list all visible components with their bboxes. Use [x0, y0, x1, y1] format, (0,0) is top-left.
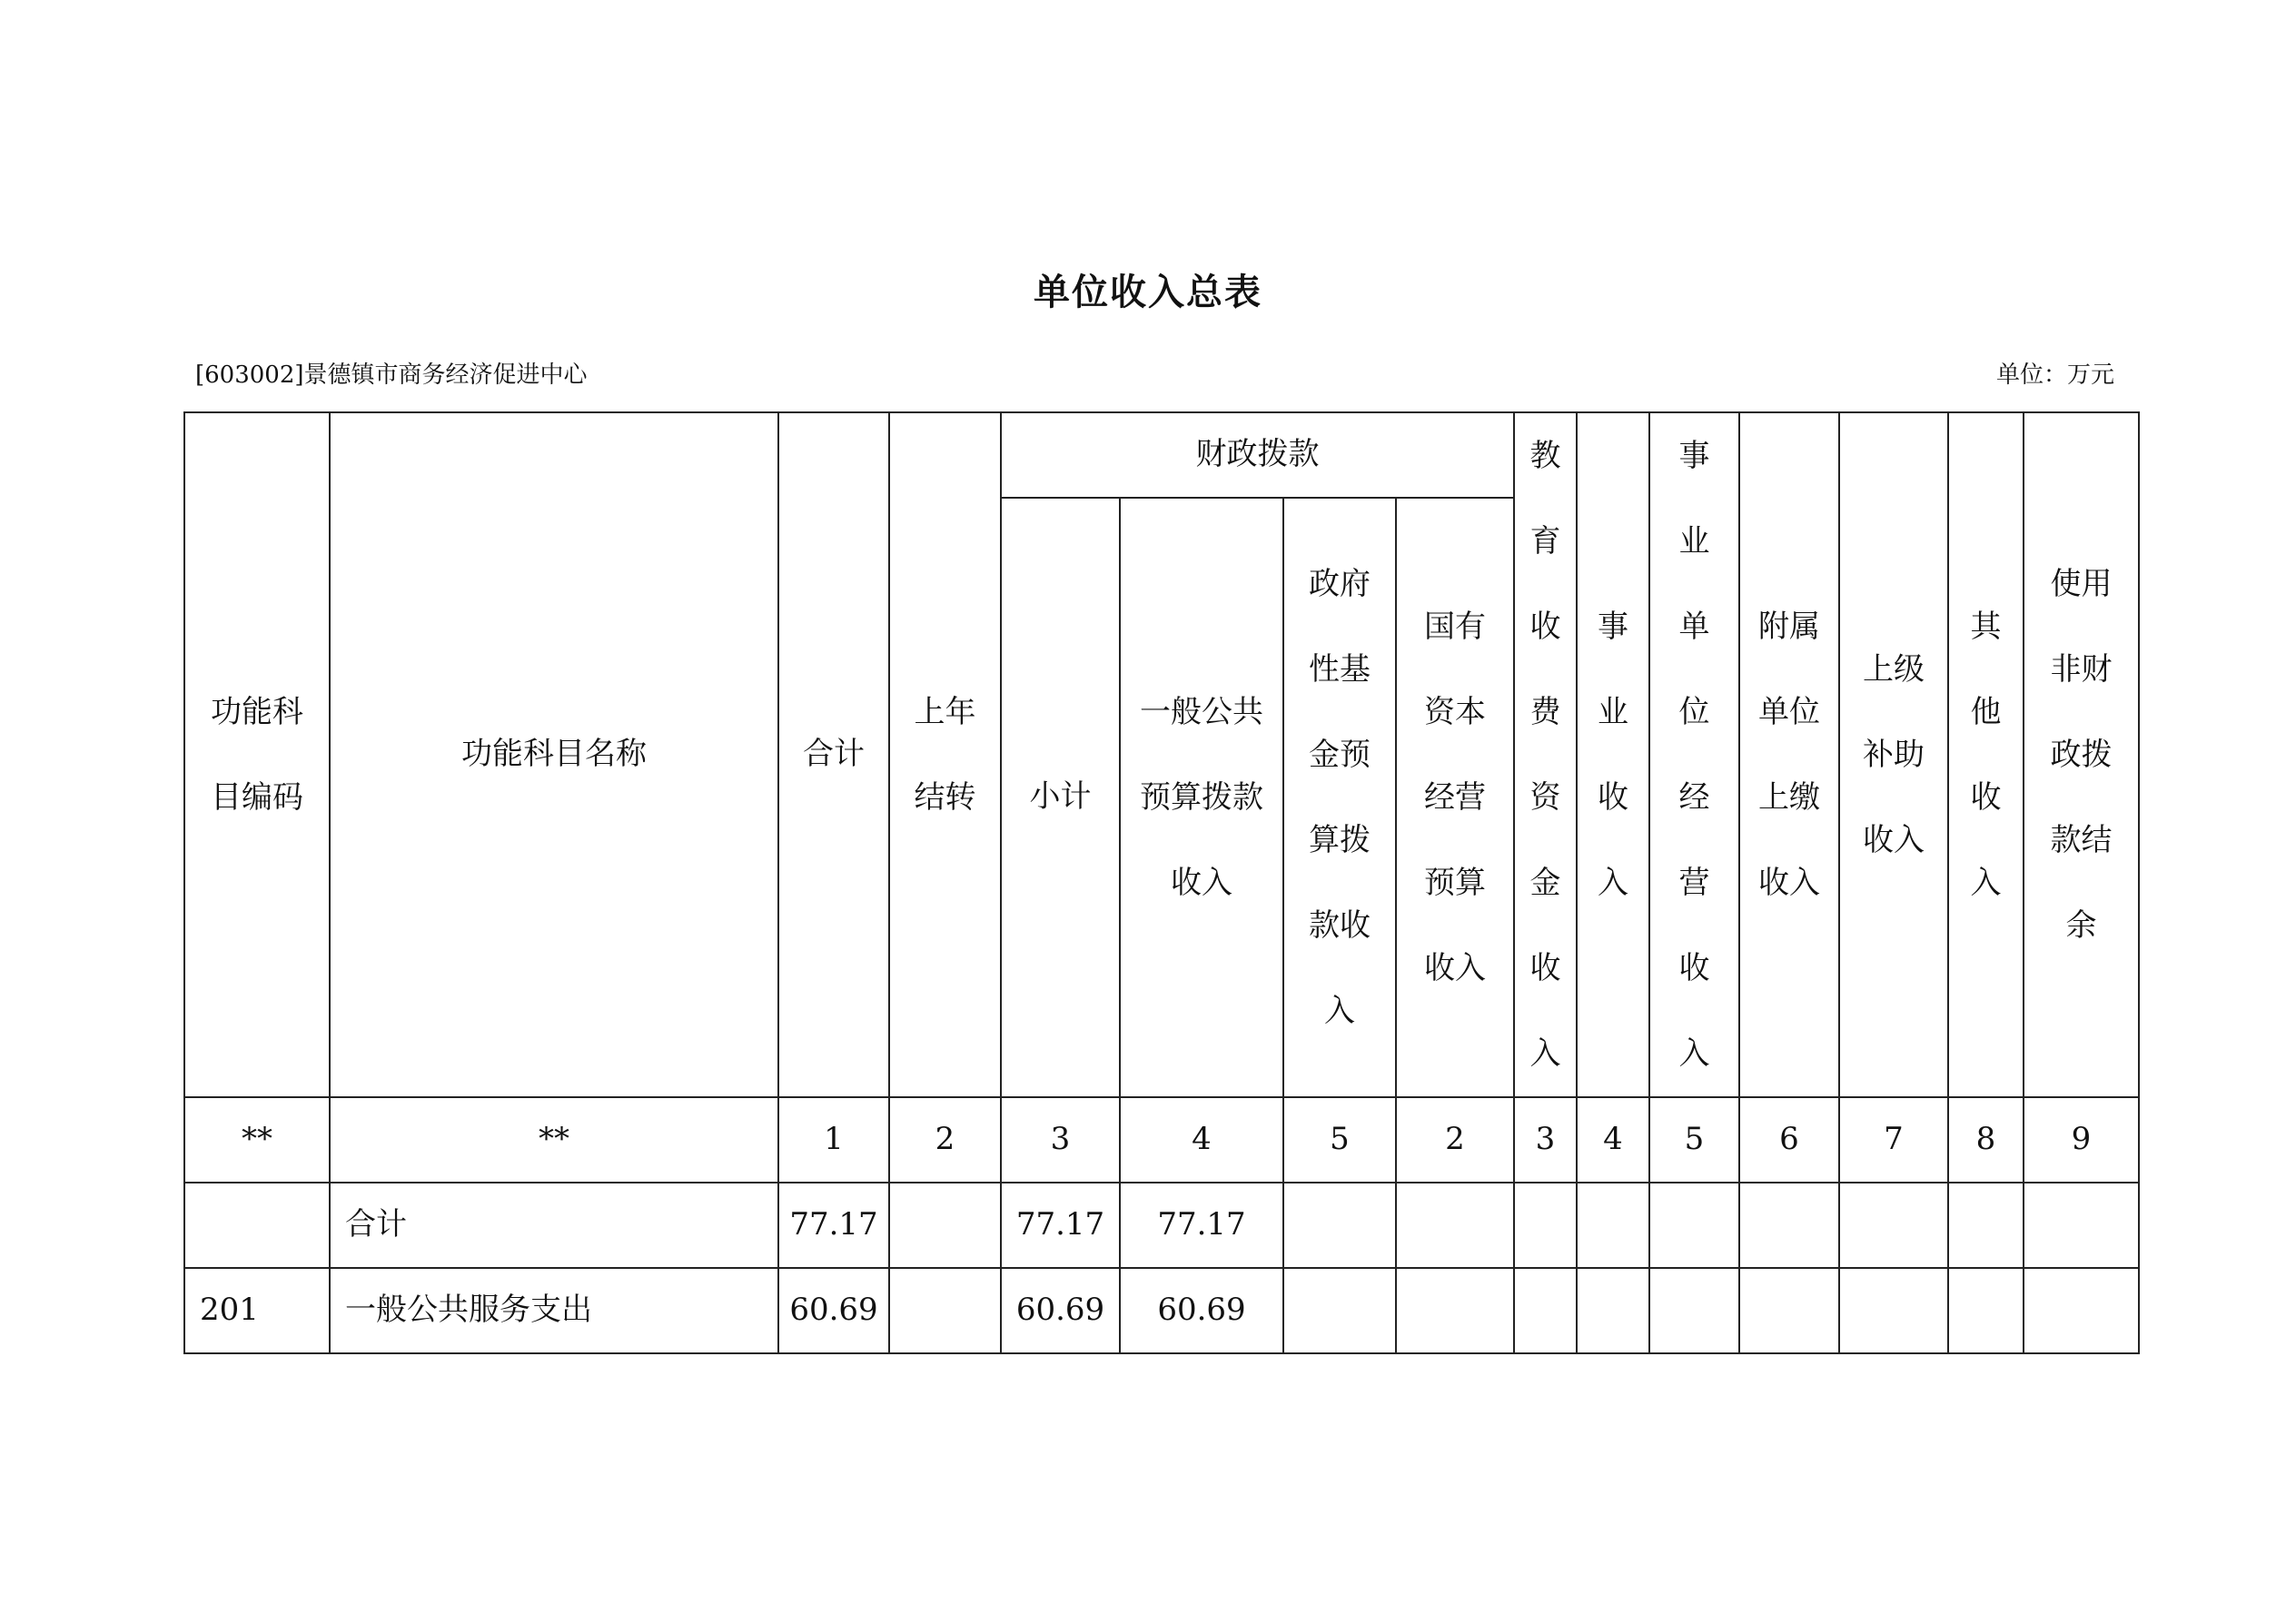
cell-carryover	[889, 1268, 1001, 1353]
cell-general-budget: 60.69	[1120, 1268, 1283, 1353]
cell-total: 60.69	[778, 1268, 889, 1353]
cell-carryover	[889, 1183, 1001, 1268]
cell-superior	[1839, 1183, 1948, 1268]
index-cell: 7	[1839, 1097, 1948, 1183]
header-business-unit: 事 业 单 位 经 营 收 入	[1649, 412, 1739, 1097]
header-carryover: 上年 结转	[889, 412, 1001, 1097]
header-business: 事 业 收 入	[1577, 412, 1649, 1097]
index-cell: 4	[1120, 1097, 1283, 1183]
index-cell: 4	[1577, 1097, 1649, 1183]
cell-education	[1514, 1183, 1577, 1268]
index-cell: 6	[1739, 1097, 1839, 1183]
index-cell: **	[330, 1097, 778, 1183]
cell-education	[1514, 1268, 1577, 1353]
cell-code	[184, 1183, 330, 1268]
cell-subtotal: 60.69	[1001, 1268, 1120, 1353]
header-superior: 上级 补助 收入	[1839, 412, 1948, 1097]
cell-other	[1948, 1268, 2024, 1353]
table-row	[184, 1183, 2139, 1268]
cell-state-capital	[1396, 1183, 1514, 1268]
cell-total: 77.17	[778, 1183, 889, 1268]
index-row	[184, 1097, 2139, 1183]
header-gov-fund: 政府 性基 金预 算拨 款收 入	[1283, 498, 1396, 1097]
header-total: 合计	[778, 412, 889, 1097]
header-general-budget: 一般公共 预算拨款 收入	[1120, 498, 1283, 1097]
header-non-fiscal: 使用 非财 政拨 款结 余	[2024, 412, 2139, 1097]
index-cell: 2	[1396, 1097, 1514, 1183]
cell-general-budget: 77.17	[1120, 1183, 1283, 1268]
header-row-1	[184, 412, 2139, 498]
cell-subtotal: 77.17	[1001, 1183, 1120, 1268]
header-subtotal: 小计	[1001, 498, 1120, 1097]
cell-gov-fund	[1283, 1183, 1396, 1268]
table-row	[184, 1268, 2139, 1353]
header-affiliated: 附属 单位 上缴 收入	[1739, 412, 1839, 1097]
income-summary-table	[183, 411, 2140, 1354]
cell-business	[1577, 1183, 1649, 1268]
cell-name: 合计	[330, 1183, 778, 1268]
index-cell: 8	[1948, 1097, 2024, 1183]
index-cell: **	[184, 1097, 330, 1183]
index-cell: 5	[1283, 1097, 1396, 1183]
cell-superior	[1839, 1268, 1948, 1353]
header-code: 功能科 目编码	[184, 412, 330, 1097]
cell-affiliated	[1739, 1268, 1839, 1353]
unit-label: 单位：万元	[1995, 361, 2114, 389]
index-cell: 3	[1514, 1097, 1577, 1183]
cell-non-fiscal	[2024, 1183, 2139, 1268]
index-cell: 5	[1649, 1097, 1739, 1183]
cell-business-unit	[1649, 1268, 1739, 1353]
cell-state-capital	[1396, 1268, 1514, 1353]
cell-code: 201	[184, 1268, 330, 1353]
index-cell: 9	[2024, 1097, 2139, 1183]
header-education: 教 育 收 费 资 金 收 入	[1514, 412, 1577, 1097]
cell-gov-fund	[1283, 1268, 1396, 1353]
header-name: 功能科目名称	[330, 412, 778, 1097]
index-cell: 3	[1001, 1097, 1120, 1183]
cell-non-fiscal	[2024, 1268, 2139, 1353]
page-title: 单位收入总表	[1034, 271, 1262, 313]
index-cell: 2	[889, 1097, 1001, 1183]
organization-name: [603002]景德镇市商务经济促进中心	[195, 361, 588, 389]
cell-name: 一般公共服务支出	[330, 1268, 778, 1353]
header-fiscal-group: 财政拨款	[1001, 412, 1514, 498]
cell-business-unit	[1649, 1183, 1739, 1268]
cell-business	[1577, 1268, 1649, 1353]
cell-affiliated	[1739, 1183, 1839, 1268]
cell-other	[1948, 1183, 2024, 1268]
index-cell: 1	[778, 1097, 889, 1183]
header-state-capital: 国有 资本 经营 预算 收入	[1396, 498, 1514, 1097]
header-other: 其 他 收 入	[1948, 412, 2024, 1097]
